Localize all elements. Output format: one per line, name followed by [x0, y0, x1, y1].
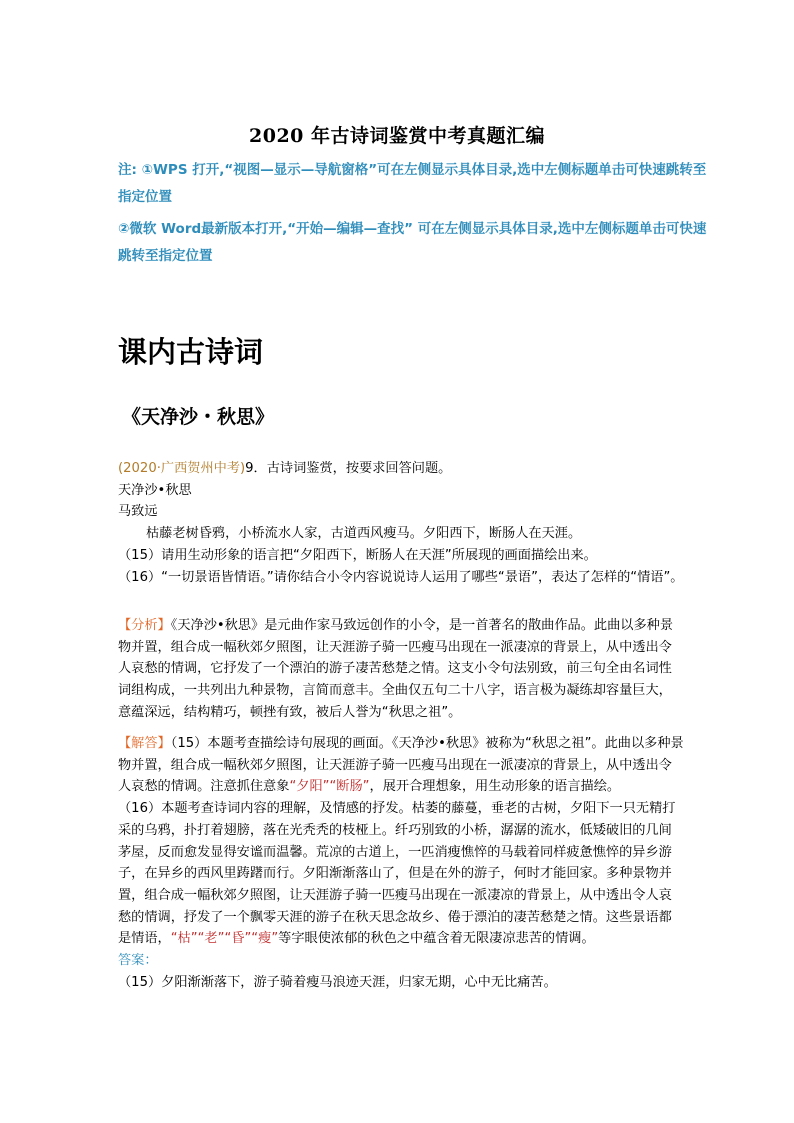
answer-label: 答案：	[118, 953, 158, 969]
answer-15-highlight: “夕阳”“断肠”	[289, 779, 370, 795]
answer-15-text-a: （15）本题考查描绘诗句展现的画面。《天净沙•秋思》被称为“秋思之祖”。此曲以多种景物并置，组合成一幅秋郊夕照图，让天涯游子骑一匹瘦马出现在一派凄凉的背景上，从中透出令人哀愁的情调。注意抓住意象	[118, 736, 684, 795]
answer-16-highlight: “枯”“老”“昏”“瘦”	[170, 931, 279, 947]
analysis-tag: 【分析】	[118, 618, 171, 633]
analysis-block	[118, 615, 684, 724]
analysis-text: 《天净沙•秋思》是元曲作家马致远创作的小令，是一首著名的散曲作品。此曲以多种景物并置，组合成一幅秋郊夕照图，让天涯游子骑一匹瘦马出现在一派凄凉的背景上，从中透出令人哀愁的情调，它抒发了一个漂泊的游子凄苦愁楚之情。这支小令句法别致，前三句全由名词性词组构成，一共列出九种景物，言简而意丰。全曲仅五句二十八字，语言极为凝练却容量巨大，意蕴深远，结构精巧，顿挫有致，被后人誉为“秋思之祖”。	[118, 618, 674, 720]
question-15: （15）请用生动形象的语言把“夕阳西下，断肠人在天涯”所展现的画面描绘出来。	[118, 547, 597, 563]
poem-heading: 《天净沙・秋思》	[122, 406, 275, 428]
poem-author: 马致远	[118, 504, 158, 520]
answer-block	[118, 733, 684, 993]
question-block	[118, 458, 684, 588]
answer-15-final: （15）夕阳渐渐落下，游子骑着瘦马浪迹天涯，归家无期，心中无比痛苦。	[118, 974, 557, 990]
answer-16-text-b: 等字眼使浓郁的秋色之中蕴含着无限凄凉悲苦的情调。	[278, 931, 595, 947]
section-heading: 课内古诗词	[118, 335, 264, 369]
answer-tag: 【解答】	[118, 736, 171, 751]
document-title: 2020 年古诗词鉴赏中考真题汇编	[249, 125, 545, 147]
question-source: (2020·广西贺州中考)	[118, 461, 246, 476]
poem-title-line: 天净沙•秋思	[118, 482, 192, 498]
navigation-note-word: ②微软 Word最新版本打开,“开始—编辑—查找” 可在左侧显示具体目录,选中左侧标题单击可快速跳转至指定位置	[118, 221, 707, 264]
question-intro-text: 9．古诗词鉴赏，按要求回答问题。	[245, 461, 452, 476]
question-intro	[118, 458, 684, 480]
question-16: （16）“一切景语皆情语。”请你结合小令内容说说诗人运用了哪些“景语”，表达了怎样的“情语”。	[118, 569, 684, 585]
answer-15-text-b: ，展开合理想象，用生动形象的语言描绘。	[369, 779, 621, 795]
answer-16-text-a: （16）本题考查诗词内容的理解，及情感的抒发。枯萎的藤蔓，垂老的古树，夕阳下一只无精打采的乌鸦，扑打着翅膀，落在光秃秃的枝桠上。纤巧别致的小桥，潺潺的流水，低矮破旧的几间茅屋，反而愈发显得安谧而温馨。荒凉的古道上，一匹消瘦憔悴的马载着同样疲惫憔悴的异乡游子，在异乡的西风里踌躇而行。夕阳渐渐落山了，但是在外的游子，何时才能回家。多种景物并置，组合成一幅秋郊夕照图，让天涯游子骑一匹瘦马出现在一派凄凉的背景上，从中透出令人哀愁的情调，抒发了一个飘零天涯的游子在秋天思念故乡、倦于漂泊的凄苦愁楚之情。这些景语都是情语，	[118, 801, 676, 947]
navigation-note-wps: 注: ①WPS 打开,“视图—显示—导航窗格”可在左侧显示具体目录,选中左侧标题单击可快速跳转至指定位置	[118, 162, 707, 205]
poem-text: 枯藤老树昏鸦，小桥流水人家，古道西风瘦马。夕阳西下，断肠人在天涯。	[146, 526, 582, 542]
